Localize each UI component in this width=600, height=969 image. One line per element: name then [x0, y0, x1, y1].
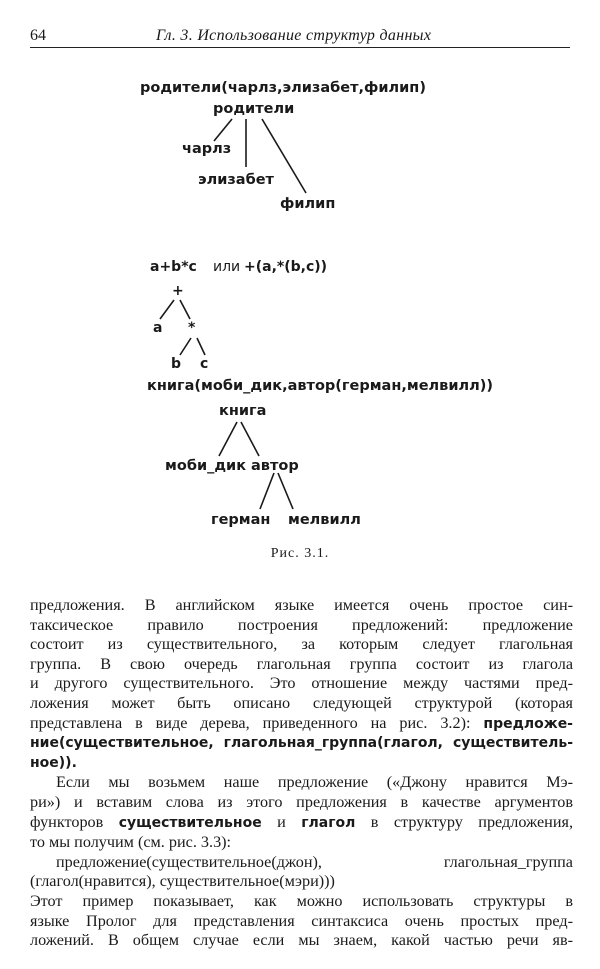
code-line: (глагол(нравится), существительное(мэри))): [30, 872, 335, 891]
bold-line: ние(существительное, глагольная_группа(глагол, существитель-: [30, 735, 573, 752]
text-line: и другого существительного. Это отношение между частями пред-: [30, 674, 573, 693]
text-segment: функторов: [30, 812, 119, 831]
tree3-grandchild-melville: мелвилл: [288, 512, 361, 528]
tree2-or-word: или: [213, 259, 241, 275]
edge-author-melville: [278, 473, 293, 509]
tree2-node-plus: +: [172, 283, 184, 299]
page-number: 64: [30, 27, 46, 44]
edge-author-herman: [260, 473, 274, 509]
text-line: группа. В свою очередь глагольная группа состоит из глагола: [30, 654, 573, 673]
bold-term: глагол: [301, 814, 356, 831]
text-line: Если мы возьмем наше предложение («Джону нравится Мэ-: [56, 773, 573, 792]
text-line: таксическое правило построения предложений: предложение: [30, 615, 573, 634]
text-line: языке Пролог для представления синтаксиса очень простых пред-: [30, 911, 573, 930]
text-line: предложения. В английском языке имеется очень простое син-: [30, 596, 573, 614]
tree2-infix-expr: a+b*c: [150, 259, 197, 275]
text-line: [30, 714, 573, 735]
tree3-term: книга(моби_дик,автор(герман,мелвилл)): [147, 378, 493, 394]
text-line: то мы получим (см. рис. 3.3):: [30, 833, 232, 852]
text-segment: и: [261, 812, 302, 831]
tree3-child-mobydick: моби_дик: [165, 458, 247, 474]
tree1-child-philip: филип: [280, 196, 336, 212]
text-line: [30, 813, 573, 834]
text-line: ложения может быть описано следующей структурой (которая: [30, 693, 573, 712]
tree2-prefix-expr: +(a,*(b,c)): [244, 259, 328, 275]
edge-plus-a: [160, 300, 174, 319]
text-line: ложений. В общем случае если мы знаем, какой частью речи яв-: [30, 931, 573, 950]
edge-book-mobydick: [219, 422, 237, 456]
tree2-node-b: b: [171, 356, 182, 372]
body-text: [30, 596, 573, 951]
bold-term: предложе-: [483, 715, 573, 732]
tree3-child-author: автор: [251, 458, 299, 474]
tree1-term: родители(чарлз,элизабет,филип): [140, 80, 426, 96]
code-segment: предложение(существительное(джон),: [56, 852, 322, 871]
tree2-node-a: a: [153, 320, 163, 336]
text-line: Этот пример показывает, как можно использовать структуры в: [30, 891, 573, 910]
tree3-grandchild-herman: герман: [211, 512, 271, 528]
edge-book-author: [241, 422, 259, 456]
tree1-child-charles: чарлз: [182, 141, 232, 157]
edge-plus-star: [180, 300, 190, 319]
text-line: состоит из существительного, за которым следует глагольная: [30, 635, 573, 654]
text-segment: в структуру предложения,: [355, 812, 573, 831]
text-line: ри») и вставим слова из этого предложения в качестве аргументов: [30, 792, 573, 811]
running-title: Гл. 3. Использование структур данных: [156, 27, 432, 44]
bold-line: ное)).: [30, 754, 77, 771]
tree2-node-star: *: [188, 320, 196, 336]
code-segment: глагольная_группа: [443, 852, 573, 871]
edge-parents-charles: [214, 119, 232, 141]
code-line: [30, 853, 573, 873]
tree1-root: родители: [213, 101, 295, 117]
tree1-child-elizabeth: элизабет: [198, 172, 274, 188]
tree2-node-c: c: [200, 356, 209, 372]
edge-star-c: [197, 338, 205, 355]
bold-term: существительное: [118, 814, 262, 831]
text-segment: представлена в виде дерева, приведенного на рис. 3.2):: [30, 713, 484, 732]
tree3-root: книга: [219, 403, 267, 419]
edge-star-b: [180, 338, 191, 355]
figure-caption: Рис. 3.1.: [270, 546, 330, 561]
